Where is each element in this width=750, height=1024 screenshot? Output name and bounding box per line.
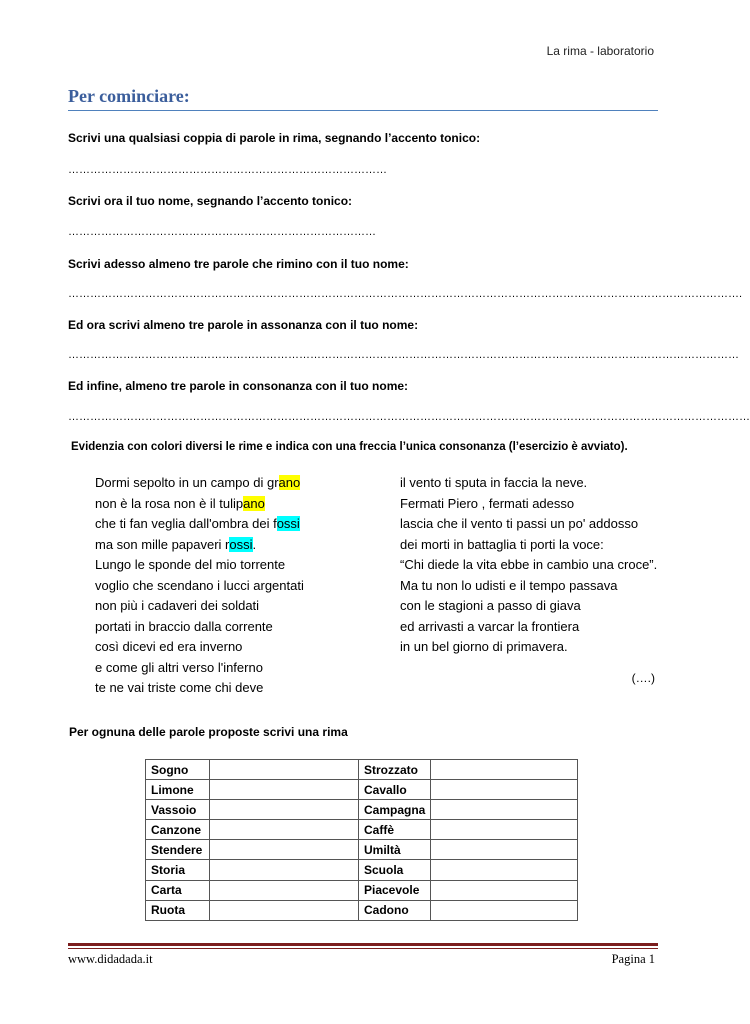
word-cell: Sogno xyxy=(146,760,210,780)
table-row xyxy=(146,780,578,800)
question-5-label: Ed infine, almeno tre parole in consonanza con il tuo nome: xyxy=(68,379,409,393)
word-cell: Stendere xyxy=(146,840,210,860)
word-cell: Carta xyxy=(146,880,210,900)
poem-line: con le stagioni a passo di giava xyxy=(400,598,581,613)
exercise-instruction: Evidenzia con colori diversi le rime e indica con una freccia l’unica consonanza (l’esercizio è avviato). xyxy=(71,441,628,453)
word-cell: Campagna xyxy=(359,800,431,820)
poem-left-column xyxy=(95,473,365,699)
word-cell: Caffè xyxy=(359,820,431,840)
poem-line: ma son mille papaveri rossi. xyxy=(95,536,257,552)
answer-cell[interactable] xyxy=(210,760,359,780)
answer-cell[interactable] xyxy=(210,900,359,920)
poem-line: voglio che scendano i lucci argentati xyxy=(95,577,304,593)
poem-line: lascia che il vento ti passi un po' addosso xyxy=(400,516,639,531)
poem-line: il vento ti sputa in faccia la neve. xyxy=(400,475,588,490)
footer-rule-thick xyxy=(68,943,658,946)
question-1-label: Scrivi una qualsiasi coppia di parole in rima, segnando l’accento tonico: xyxy=(68,131,481,145)
poem-line: non è la rosa non è il tulipano xyxy=(95,495,265,511)
table-row xyxy=(146,800,578,820)
table-row xyxy=(146,900,578,920)
answer-cell[interactable] xyxy=(210,800,359,820)
table-row xyxy=(146,880,578,900)
answer-cell[interactable] xyxy=(431,880,578,900)
poem-line: Dormi sepolto in un campo di grano xyxy=(95,475,301,490)
question-3-answer-line[interactable]: …………………………………………………………………………………………………………………………………………………………………. xyxy=(68,288,743,300)
table-row xyxy=(146,820,578,840)
word-cell: Piacevole xyxy=(359,880,431,900)
question-1-answer-line[interactable]: …………………………………………………………………………… xyxy=(68,164,387,176)
word-cell: Cadono xyxy=(359,900,431,920)
word-cell: Limone xyxy=(146,780,210,800)
answer-cell[interactable] xyxy=(431,820,578,840)
poem-line: non più i cadaveri dei soldati xyxy=(95,598,260,613)
poem-line: Lungo le sponde del mio torrente xyxy=(95,557,286,572)
answer-cell[interactable] xyxy=(210,820,359,840)
question-4-answer-line[interactable]: ………………………………………………………………………………………………………………………………………………………………… xyxy=(68,349,739,361)
word-cell: Cavallo xyxy=(359,780,431,800)
section-title-rule xyxy=(68,110,658,111)
word-cell: Canzone xyxy=(146,820,210,840)
poem-line: dei morti in battaglia ti porti la voce: xyxy=(400,536,604,552)
footer-website: www.didadada.it xyxy=(68,952,153,966)
poem-line: “Chi diede la vita ebbe in cambio una croce”. xyxy=(400,557,658,572)
word-cell: Vassoio xyxy=(146,800,210,820)
rhyme-exercise-title: Per ognuna delle parole proposte scrivi una rima xyxy=(69,725,348,739)
rhyme-highlight-cyan: ossi xyxy=(229,536,253,552)
answer-cell[interactable] xyxy=(431,760,578,780)
answer-cell[interactable] xyxy=(431,840,578,860)
answer-cell[interactable] xyxy=(431,860,578,880)
answer-cell[interactable] xyxy=(431,780,578,800)
answer-cell[interactable] xyxy=(431,900,578,920)
poem-line: ed arrivasti a varcar la frontiera xyxy=(400,618,580,634)
word-cell: Storia xyxy=(146,860,210,880)
poem-continuation-ellipsis: (….) xyxy=(631,671,655,685)
question-5-answer-line[interactable]: …………………………………………………………………………………………………………………………………………………………………… xyxy=(68,411,750,423)
question-2-answer-line[interactable]: ………………………………………………………………………… xyxy=(68,226,376,238)
poem-line: portati in braccio dalla corrente xyxy=(95,618,273,634)
word-cell: Ruota xyxy=(146,900,210,920)
poem-line: te ne vai triste come chi deve xyxy=(95,680,264,695)
word-cell: Umiltà xyxy=(359,840,431,860)
question-4-label: Ed ora scrivi almeno tre parole in assonanza con il tuo nome: xyxy=(68,318,419,332)
answer-cell[interactable] xyxy=(210,860,359,880)
table-row xyxy=(146,860,578,880)
poem-line: che ti fan veglia dall'ombra dei fossi xyxy=(95,516,300,531)
question-2-label: Scrivi ora il tuo nome, segnando l’accento tonico: xyxy=(68,194,353,208)
poem-line: Fermati Piero , fermati adesso xyxy=(400,495,575,511)
section-title: Per cominciare: xyxy=(68,86,190,106)
poem-line: Ma tu non lo udisti e il tempo passava xyxy=(400,577,618,593)
question-3-label: Scrivi adesso almeno tre parole che rimino con il tuo nome: xyxy=(68,257,409,271)
footer-page-number: Pagina 1 xyxy=(611,952,655,966)
answer-cell[interactable] xyxy=(210,840,359,860)
answer-cell[interactable] xyxy=(210,780,359,800)
answer-cell[interactable] xyxy=(431,800,578,820)
table-row xyxy=(146,760,578,780)
word-cell: Strozzato xyxy=(359,760,431,780)
running-header: La rima - laboratorio xyxy=(546,44,654,58)
rhyme-highlight-yellow: ano xyxy=(278,475,301,490)
poem-line: e come gli altri verso l'inferno xyxy=(95,659,263,675)
word-cell: Scuola xyxy=(359,860,431,880)
footer-rule-thin xyxy=(68,948,658,949)
poem-line: in un bel giorno di primavera. xyxy=(400,639,568,654)
table-row xyxy=(146,840,578,860)
poem-right-column xyxy=(400,473,700,658)
poem-line: così dicevi ed era inverno xyxy=(95,639,243,654)
answer-cell[interactable] xyxy=(210,880,359,900)
rhyme-highlight-yellow: ano xyxy=(243,495,265,511)
rhyme-table xyxy=(145,759,578,921)
rhyme-highlight-cyan: ossi xyxy=(276,516,300,531)
